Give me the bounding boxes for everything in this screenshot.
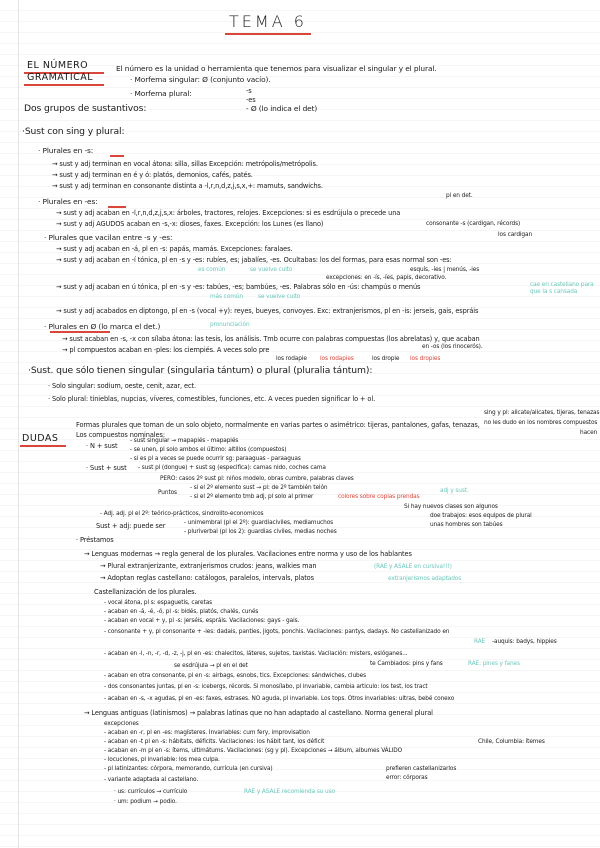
dudas-underline	[20, 445, 66, 447]
vacilan-note-mascomun: más común	[210, 294, 243, 300]
sust-adj-2: - pluriverbal (pl los 2): guardias civiles, medias noches	[184, 529, 337, 535]
sust-adj-label: Sust + adj: puede ser	[96, 522, 166, 530]
solo-singular: · Solo singular: sodium, oeste, cenit, azar, ect.	[48, 382, 196, 390]
lenguas-antiguas: → Lenguas antiguas (latinismos) → palabras latinas que no han adaptado al castellano. Norma general plural	[84, 709, 433, 717]
latin-rule-5-right-1: prefieren castellanizarlos	[386, 766, 457, 772]
dudas-right-3: hacen	[580, 430, 598, 436]
latin-rule-2: - acaban en -t pl en -s: hábitats, déficits. Vacilaciones: los hábit tant, los déficit	[104, 739, 325, 745]
plurales-es-heading: · Plurales en -es:	[38, 197, 98, 206]
adj-adj: - Adj. adj. pl el 2º: teórico-prácticos, sindrolito-economicos	[100, 511, 264, 517]
cast-rule-6: - acaban en otra consonante, pl en -s: airbags, esnobs, tics. Excepciones: sándwiches, clubes	[104, 673, 366, 679]
plurales-s-rule-2: → sust y adj terminan en é y ó: platós, demonios, cafés, patés.	[52, 171, 253, 179]
numero-heading-line1: EL NÚMERO	[27, 60, 89, 71]
cast-rule-5-esdrujula: se esdrújula → pl en el det	[174, 663, 248, 669]
dudas-heading: DUDAS	[22, 433, 59, 444]
numero-heading-underline-2	[24, 84, 104, 86]
cast-rule-4-right: -auquis: badys, hippies	[492, 639, 557, 645]
sust-sust-4-b: colores sobre copias prendas	[338, 494, 420, 500]
margin-line	[18, 0, 19, 848]
n-sust-1: - sust singular → mapapiés - mapapiés	[130, 438, 239, 444]
latin-rule-2-right: Chile, Columbia: ítemes	[478, 739, 545, 745]
plurales-s-heading: · Plurales en -s:	[38, 146, 94, 155]
morfema-plural-es: -es	[246, 96, 256, 104]
cast-rule-7: - dos consonantes juntas, pl en -s: icebergs, récords. Si monosílabo, pl invariable, cambia articulo: los test, los tract	[104, 684, 428, 690]
plurales-es-rule-2: → sust y adj AGUDOS acaban en -s,-x: dioses, faxes. Excepción: los Lunes (es llano)	[56, 220, 324, 228]
lenguas-modernas: → Lenguas modernas → regla general de los plurales. Vacilaciones entre norma y uso de los hablantes	[84, 550, 412, 558]
cero-example-a: los rodapie	[276, 356, 307, 362]
castellanizacion-heading: Castellanización de los plurales.	[94, 588, 197, 596]
sust-sust-label: · Sust + sust	[86, 464, 127, 472]
sust-sust-2: PERO: casos 2º sust pl: niños modelo, obras cumbre, palabras claves	[160, 476, 354, 482]
sust-adj-1: - unimembral (pl el 2º): guardiaciviles, mediamuchos	[184, 520, 334, 526]
sust-sust-right: adj y sust.	[440, 488, 469, 494]
adoptan-reglas: → Adoptan reglas castellano: catálogos, paralelos, intervals, platos	[100, 574, 314, 582]
vacilan-rule-2: → sust y adj acaban en -í tónica, pl en -s y -es: rubíes, es; jabalíes, -es. Ocultabas: los del formas, para esas normal son -es:	[56, 256, 452, 264]
vacilan-note-comun: es común	[198, 267, 226, 273]
sust-sust-3: - si el 2º elemento sust → pl: de 2º también telón	[190, 485, 328, 491]
latin-rule-6: - variante adaptada al castellano.	[104, 777, 199, 783]
solo-plural: · Solo plural: tinieblas, nupcias, víveres, comestibles, funciones, etc. A veces pueden significar lo + ol.	[48, 395, 376, 403]
n-sust-3: - si es pl a veces se puede ocurrir sg: paraaguas - paraaguas	[130, 456, 301, 462]
vacilan-rule-2-sub: esquís, -íes | menús, -ies	[410, 267, 480, 273]
plurales-s-underline	[110, 155, 124, 157]
morfema-singular: · Morfema singular: Ø (conjunto vacío).	[130, 75, 271, 84]
plurales-s-rule-1: → sust y adj terminan en vocal átona: silla, sillas Excepción: metrópolis/metrópolis.	[52, 160, 318, 168]
cast-rule-1: - vocal átona, pl s: espaguetis, caretas	[104, 600, 213, 606]
compuestos-heading: Los compuestos nominales:	[76, 431, 165, 439]
morfema-plural: · Morfema plural:	[130, 89, 192, 98]
pronunciacion-note: pronunciación	[210, 322, 250, 328]
cero-rule-1-tail: en -os (los rinocerós).	[422, 344, 483, 350]
n-sust-2: - se unen, pl solo ambos el último: altillos (compuestos)	[130, 447, 287, 453]
morfema-plural-s: -s	[246, 87, 252, 95]
dudas-right-2: no les dudo en los nombres compuestos	[484, 420, 598, 426]
latin-rule-3: - acaban en -m pl en -s: ítems, ultimátums. Vacilaciones: (sg y pl). Excepciones → álbum, albumes VÁLIDO	[104, 748, 403, 754]
latin-rule-5: - pl latinizantes: córpora, memorando, currícula (en cursiva)	[104, 766, 273, 772]
cero-example-b: los rodapies	[320, 356, 354, 362]
vacilan-heading: · Plurales que vacilan entre -s y -es:	[44, 233, 173, 242]
cast-rule-5: - acaban en -l, -n, -r, -d, -z, -j, pl en -es: chalecitos, láteres, sujetos, taxistas. Vacilación: misters, eslóganes...	[104, 651, 408, 657]
dudas-right-1: sing y pl: alicate/alicates, tijeras, tenazas	[484, 410, 600, 416]
vacilan-note-culto-2: se vuelve culto	[258, 294, 301, 300]
adj-right-3: unas hombres son tabúes	[430, 522, 503, 528]
plurales-es-rule-1: → sust y adj acaban en -l,r,n,d,z,j,s,x: árboles, tractores, relojes. Excepciones: si es esdrújula o precede una	[56, 209, 401, 217]
los-cardigan-note: los cardigan	[498, 232, 533, 238]
plurales-cero-underline	[50, 331, 110, 333]
cast-rule-3: - acaban en vocal + y, pl -s: jerséis, espráis. Vacilaciones: gays - gais.	[104, 618, 300, 624]
extranjerismos-adaptados-note: extranjerismos adaptados	[388, 576, 462, 582]
latin-rule-4: - locuciones, pl invariable: los mea culpa.	[104, 757, 220, 763]
cast-rule-2: - acaban en -á, -é, -ó, pl -s: bidés, platós, chalés, cunés	[104, 609, 259, 615]
sust-sing-plural-heading: ·Sust con sing y plural:	[22, 126, 125, 137]
sust-sust-1: - sust pl (dongue) + sust sg (especifica): camas nido, coches cama	[138, 465, 326, 471]
vacilan-exceptions: excepciones: en -ís, -íes, papis, decorativo.	[326, 275, 447, 281]
cast-rule-4-rae: RAE	[474, 639, 486, 645]
latin-rule-5-right-2: error: córporas	[386, 775, 428, 781]
prestamos-heading: · Préstamos	[76, 536, 114, 544]
n-sust-label: · N + sust	[86, 442, 118, 450]
latin-excepciones: excepciones	[104, 721, 139, 727]
adj-right-2: doe trabajos: esos equipos de plural	[430, 513, 532, 519]
adj-right-1: Si hay nuevos clases son algunos	[404, 504, 498, 510]
plural-extranjerizante: → Plural extranjerizante, extranjerismos crudos: jeans, walkies man	[100, 562, 317, 570]
singularia-heading: ·Sust. que sólo tienen singular (singularia tántum) o plural (pluralia tántum):	[28, 365, 373, 376]
plurales-cero-heading: · Plurales en Ø (lo marca el det.)	[44, 322, 161, 331]
puntos-label: Puntos	[158, 490, 177, 496]
vacilan-rule-4: → sust y adj acabados en diptongo, pl en -s (vocal +y): reyes, bueyes, convoyes. Exc: extranjerismos, pl en -is: jerseis, gais, espráis	[56, 307, 479, 315]
cast-rule-4: - consonante + y, pl consonante + -ies: dadais, panties, jigots, ponchis. Vacilaciones: pantys, dadays. No castellanizado en	[104, 629, 450, 635]
title-underline	[225, 33, 311, 35]
cero-example-d: los dropies	[410, 356, 441, 362]
plurales-s-rule-3: → sust y adj terminan en consonante distinta a -l,r,n,d,z,j,s,x,+: mamuts, sandwichs.	[52, 182, 323, 190]
cero-rule-2: → pl compuestos acaban en -ples: los ciempiés. A veces solo pre	[62, 346, 270, 354]
vacilan-rule-3: → sust y adj acaban en ú tónica, pl en -s y -es: tabúes, -es; bambúes, -es. Palabras sólo en -ús: champús o menús	[56, 283, 421, 291]
latin-rule-8: · um: podium → podio.	[114, 799, 177, 805]
page-title: TEMA 6	[229, 12, 307, 31]
vacilan-right-note: cae en castellano para que la s cansada	[530, 282, 594, 295]
morfema-plural-zero: - Ø (lo indica el det)	[246, 104, 318, 113]
dudas-formas: Formas plurales que toman de un solo objeto, normalmente en varias partes o asimétrico: tijeras, pantalones, gafas, tenazas,	[76, 421, 480, 429]
latin-rule-1: - acaban en -r, pl en -es: magísteres. Invariables: cum fery, improvisation	[104, 730, 310, 736]
cero-rule-1: → sust acaban en -s, -x con sílaba átona: las tesis, los análisis. Tmb ocurre con palabras compuestas (los abrelatas) y, que acaban	[62, 335, 480, 343]
dos-grupos: Dos grupos de sustantivos:	[24, 103, 147, 114]
latin-rule-7-rae: RAE y ASALE recomienda su uso	[244, 789, 335, 795]
rae-cursiva-note: (RAE y ASALE en cursiva!!!)	[374, 564, 452, 570]
numero-heading-line2: GRAMATICAL	[27, 72, 94, 83]
plurales-es-rule-2-right: consonante -s (cardigan, récords)	[426, 221, 521, 227]
pl-en-det-note: pl en det.	[446, 193, 473, 199]
cero-example-c: los dropie	[372, 356, 400, 362]
sust-sust-4: - si el 2º elemento tmb adj, pl solo al primer	[190, 494, 314, 500]
cast-rule-5-pins: te Cambiados: pins y fans	[370, 661, 443, 667]
vacilan-rule-1: → sust y adj acaban en -á, pl en -s: papás, mamás. Excepciones: faralaes.	[56, 245, 293, 253]
cast-rule-8: - acaban en -s, -x agudas, pl en -es: faxes, estrases. NO aguda, pl invariable. Los tops. Otros invariables: ultras, bebé conexo	[104, 696, 455, 702]
latin-rule-7: · us: currículos → currículo	[114, 789, 188, 795]
numero-definition: El número es la unidad o herramienta que tenemos para visualizar el singular y el plural.	[116, 64, 437, 73]
cast-rule-5-rae: RAE: pines y fanes	[468, 661, 520, 667]
vacilan-note-culto: se vuelve culto	[250, 267, 293, 273]
